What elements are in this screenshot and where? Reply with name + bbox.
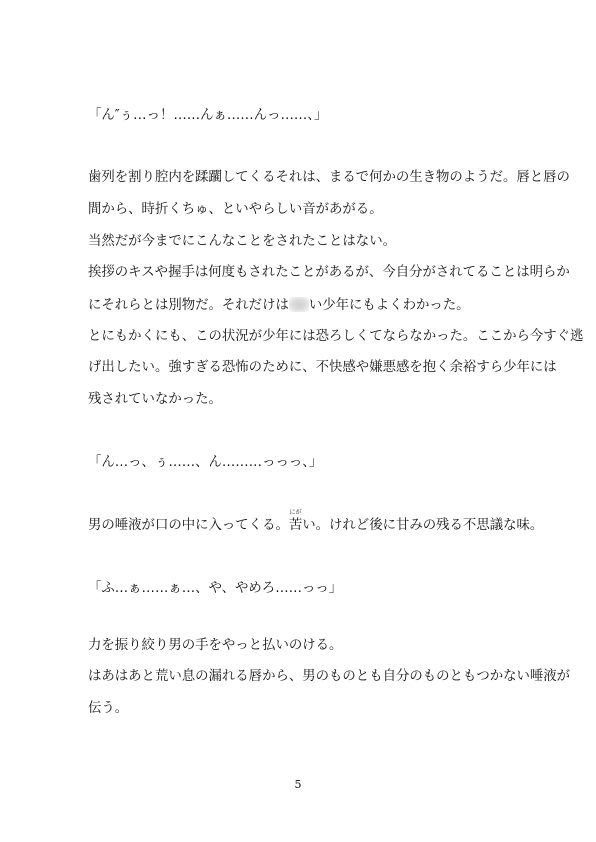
narration-line-5: 挨拶のキスや握手は何度もされたことがあるが、今自分がされてることは明らか (88, 265, 570, 280)
dialogue-line-1: 「ん″ぅ…っ！……んぁ……んっ……、」 (88, 108, 328, 123)
redacted-blur (289, 297, 309, 312)
dialogue-line-12: 「ふ…ぁ……ぁ…、や、やめろ……っっ」 (88, 581, 343, 596)
narration-line-7: とにもかくにも、この状況が少年には恐ろしくてならなかった。ここから今すぐ逃 (88, 329, 584, 344)
narration-line-6-part-a: にそれらとは別物だ。それだけは (88, 298, 289, 313)
narration-line-3: 間から、時折くちゅ、といやらしい音があがる。 (88, 202, 383, 217)
narration-line-11-part-b: い。けれど後に甘みの残る不思議な味。 (302, 518, 544, 533)
narration-line-9: 残されていなかった。 (88, 392, 222, 407)
narration-line-14: はあはあと荒い息の漏れる唇から、男のものとも自分のものともつかない唾液が (88, 669, 571, 684)
ruby-reading: にが (289, 509, 302, 516)
dialogue-line-10: 「ん…っ、ぅ……、ん………っっっ、」 (88, 455, 323, 470)
page-number: 5 (294, 778, 302, 791)
narration-line-11-part-a: 男の唾液が口の中に入ってくる。 (88, 518, 289, 533)
ruby-word (288, 509, 303, 534)
narration-line-2: 歯列を割り腔内を蹂躙してくるそれは、まるで何かの生き物のようだ。唇と唇の (88, 170, 570, 185)
narration-line-13: 力を振り絞り男の手をやっと払いのける。 (88, 638, 343, 653)
narration-line-6-part-b: い少年にもよくわかった。 (308, 298, 470, 313)
narration-line-15: 伝う。 (88, 701, 129, 716)
narration-line-11 (88, 509, 544, 534)
narration-line-4: 当然だが今までにこんなことをされたことはない。 (88, 234, 396, 249)
narration-line-6 (88, 297, 470, 314)
narration-line-8: げ出したい。強すぎる恐怖のために、不快感や嫌悪感を抱く余裕すら少年には (88, 360, 557, 375)
ruby-base: 苦 (288, 518, 303, 533)
